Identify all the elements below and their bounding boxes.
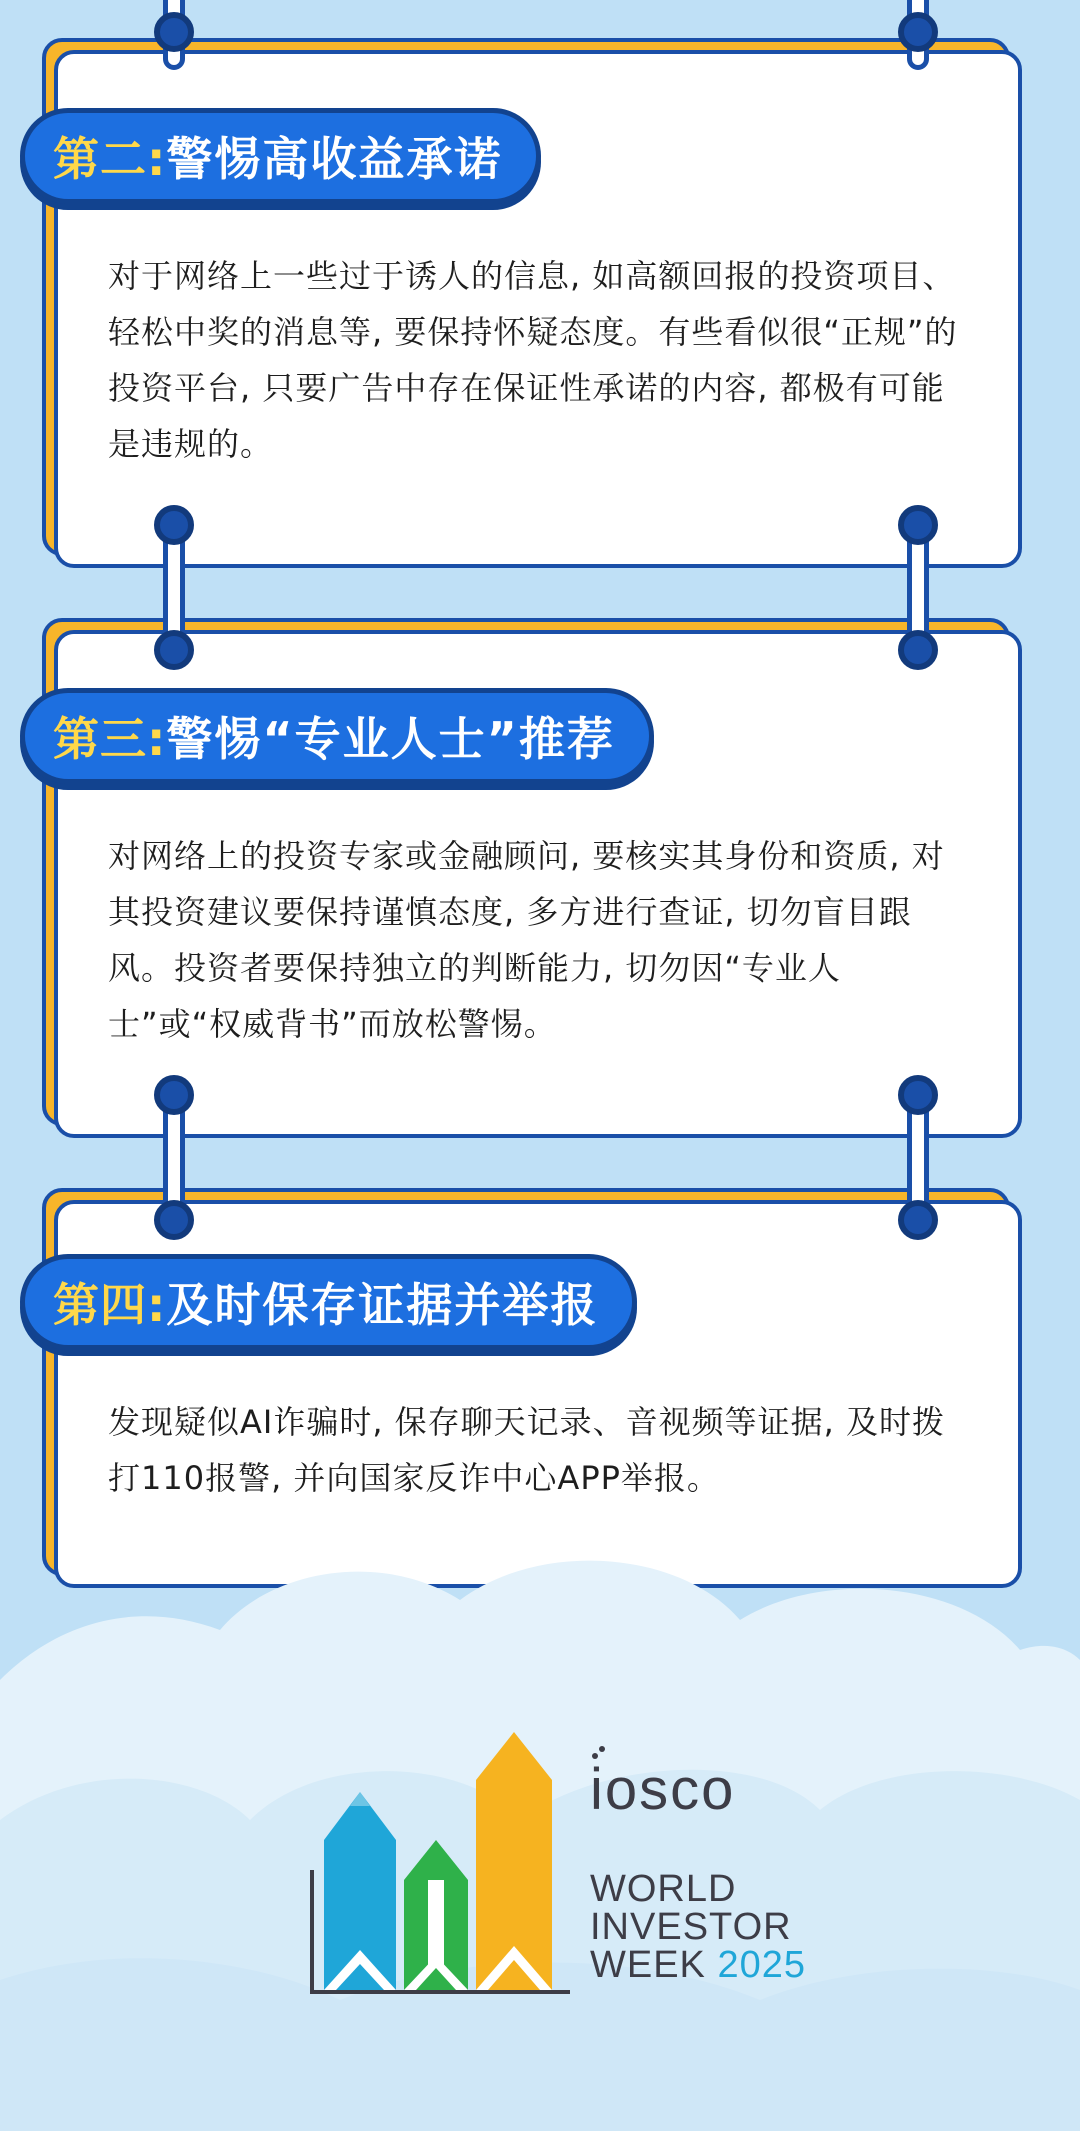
binder-ring-icon (144, 0, 204, 80)
tip-card-4 (42, 1188, 1022, 1588)
tip-number: 第三: (53, 712, 167, 766)
tip-body: 对网络上的投资专家或金融顾问, 要核实其身份和资质, 对其投资建议要保持谨慎态度, 多方进行查证, 切勿盲目跟风。投资者要保持独立的判断能力, 切勿因“专业人士”或“权威背书”而放松警惕。 (108, 837, 945, 1043)
tip-card-3 (42, 618, 1022, 1138)
tip-card-2 (42, 38, 1022, 568)
iosco-text: iosco (590, 1757, 736, 1822)
tip-title: 警惕“专业人士”推荐 (166, 712, 615, 766)
tip-title: 警惕高收益承诺 (166, 132, 503, 186)
tip-heading (20, 108, 541, 204)
binder-ring-icon (888, 505, 948, 625)
tip-body: 对于网络上一些过于诱人的信息, 如高额回报的投资项目、轻松中奖的消息等, 要保持怀疑态度。有些看似很“正规”的投资平台, 只要广告中存在保证性承诺的内容, 都极有可能是违规的。 (108, 257, 958, 463)
event-name: WORLD INVESTOR WEEK 2025 (590, 1868, 807, 1986)
binder-ring-icon (144, 505, 204, 625)
binder-ring-icon (144, 1075, 204, 1195)
binder-ring-icon (888, 1075, 948, 1195)
tip-number: 第二: (53, 132, 167, 186)
tip-heading (20, 688, 654, 784)
world-investor-week-logo (300, 1720, 820, 2010)
tip-number: 第四: (53, 1278, 167, 1332)
tip-body: 发现疑似AI诈骗时, 保存聊天记录、音视频等证据, 及时拨打110报警, 并向国家反诈中心APP举报。 (108, 1403, 946, 1497)
binder-ring-icon (888, 0, 948, 80)
tip-heading (20, 1254, 637, 1350)
pencils-logo-icon (300, 1720, 590, 2010)
tip-title: 及时保存证据并举报 (166, 1278, 599, 1332)
